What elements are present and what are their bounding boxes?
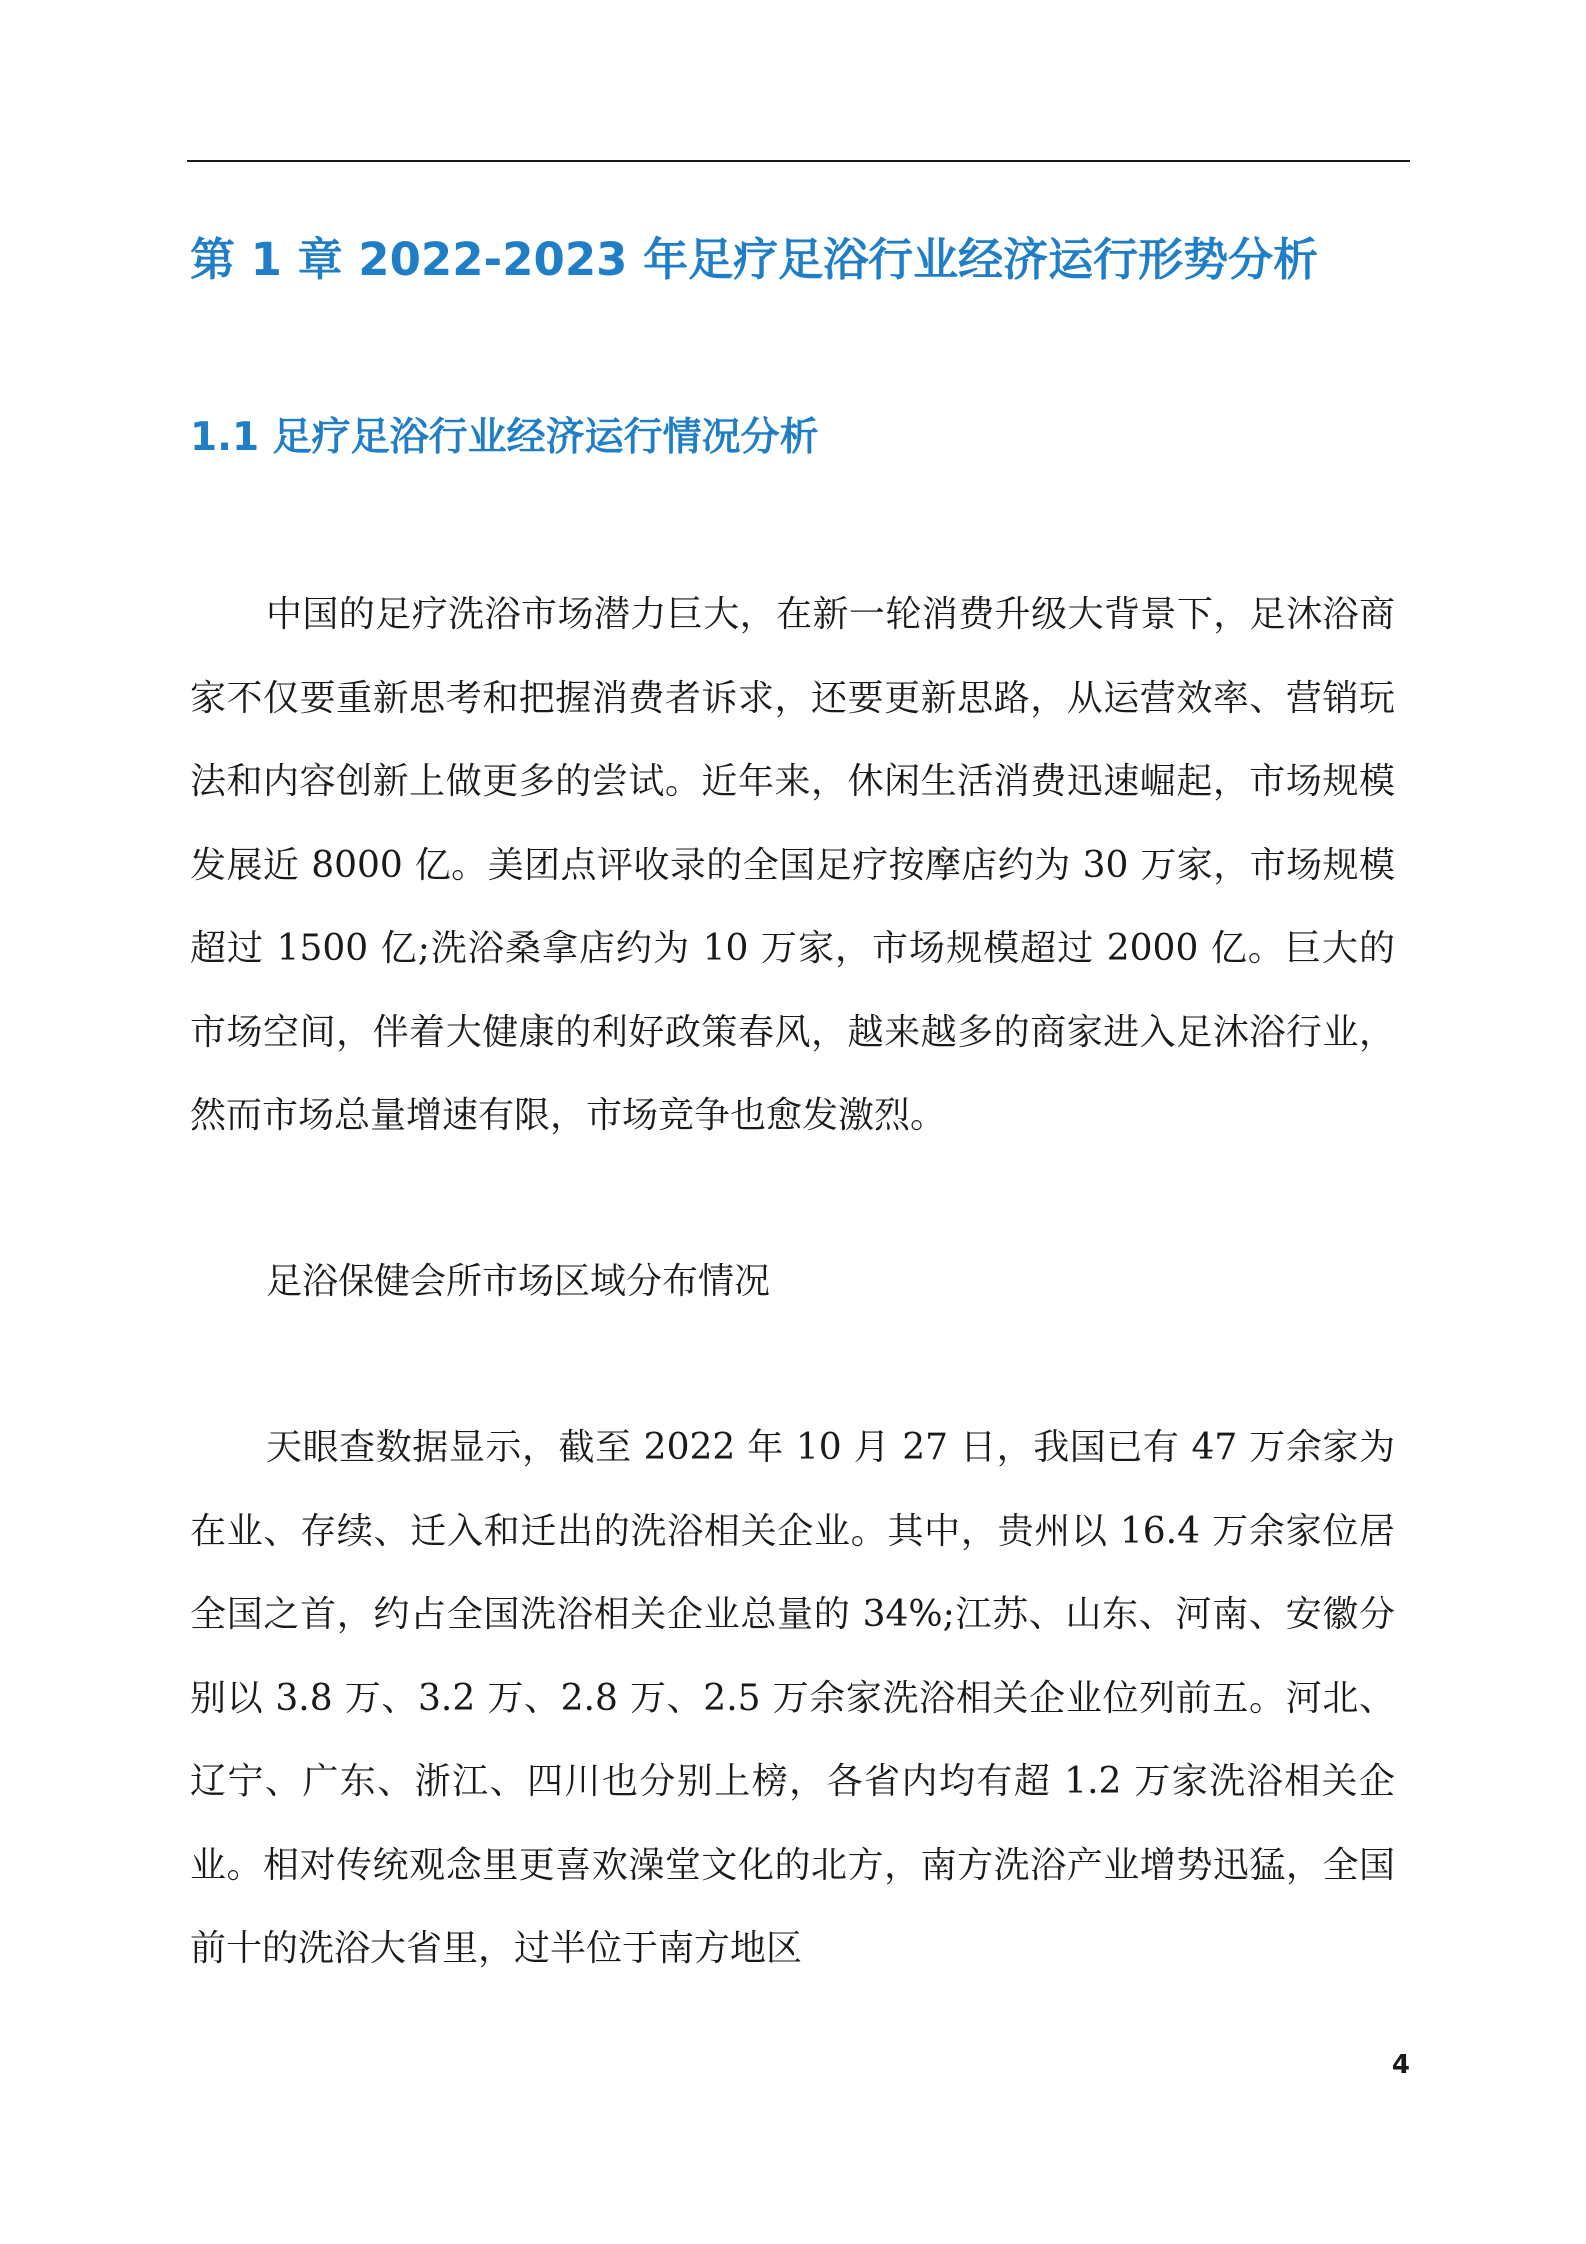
chapter-title: 第 1 章 2022-2023 年足疗足浴行业经济运行形势分析 [190, 233, 1319, 286]
body-paragraph-subheading-distribution: 足浴保健会所市场区域分布情况 [266, 1261, 771, 1302]
page-number: 4 [1391, 2050, 1410, 2080]
body-paragraph-market-overview: 中国的足疗洗浴市场潜力巨大，在新一轮消费升级大背景下，足沐浴商家不仅要重新思考和把握消费者诉求，还要更新思路，从运营效率、营销玩法和内容创新上做更多的尝试。近年来，休闲生活消费迅速崛起，市场规模发展近 8000 亿。美团点评收录的全国足疗按摩店约为 30 万家，市场规模超过 1500 亿;洗浴桑拿店约为 10 万家，市场规模超过 2000 亿。巨大的市场空间，伴着大健康的利好政策春风，越来越多的商家进入足沐浴行业，然而市场总量增速有限，市场竞争也愈发激烈。 [190, 594, 1395, 1136]
header-rule [187, 160, 1410, 162]
section-title: 1.1 足疗足浴行业经济运行情况分析 [190, 415, 819, 460]
body-paragraph-regional-data: 天眼查数据显示，截至 2022 年 10 月 27 日，我国已有 47 万余家为在业、存续、迁入和迁出的洗浴相关企业。其中，贵州以 16.4 万余家位居全国之首，约占全国洗浴相关企业总量的 34%;江苏、山东、河南、安徽分别以 3.8 万、3.2 万、2.8 万、2.5 万余家洗浴相关企业位列前五。河北、辽宁、广东、浙江、四川也分别上榜，各省内均有超 1.2 万家洗浴相关企业。相对传统观念里更喜欢澡堂文化的北方，南方洗浴产业增势迅猛，全国前十的洗浴大省里，过半位于南方地区 [190, 1427, 1395, 1969]
